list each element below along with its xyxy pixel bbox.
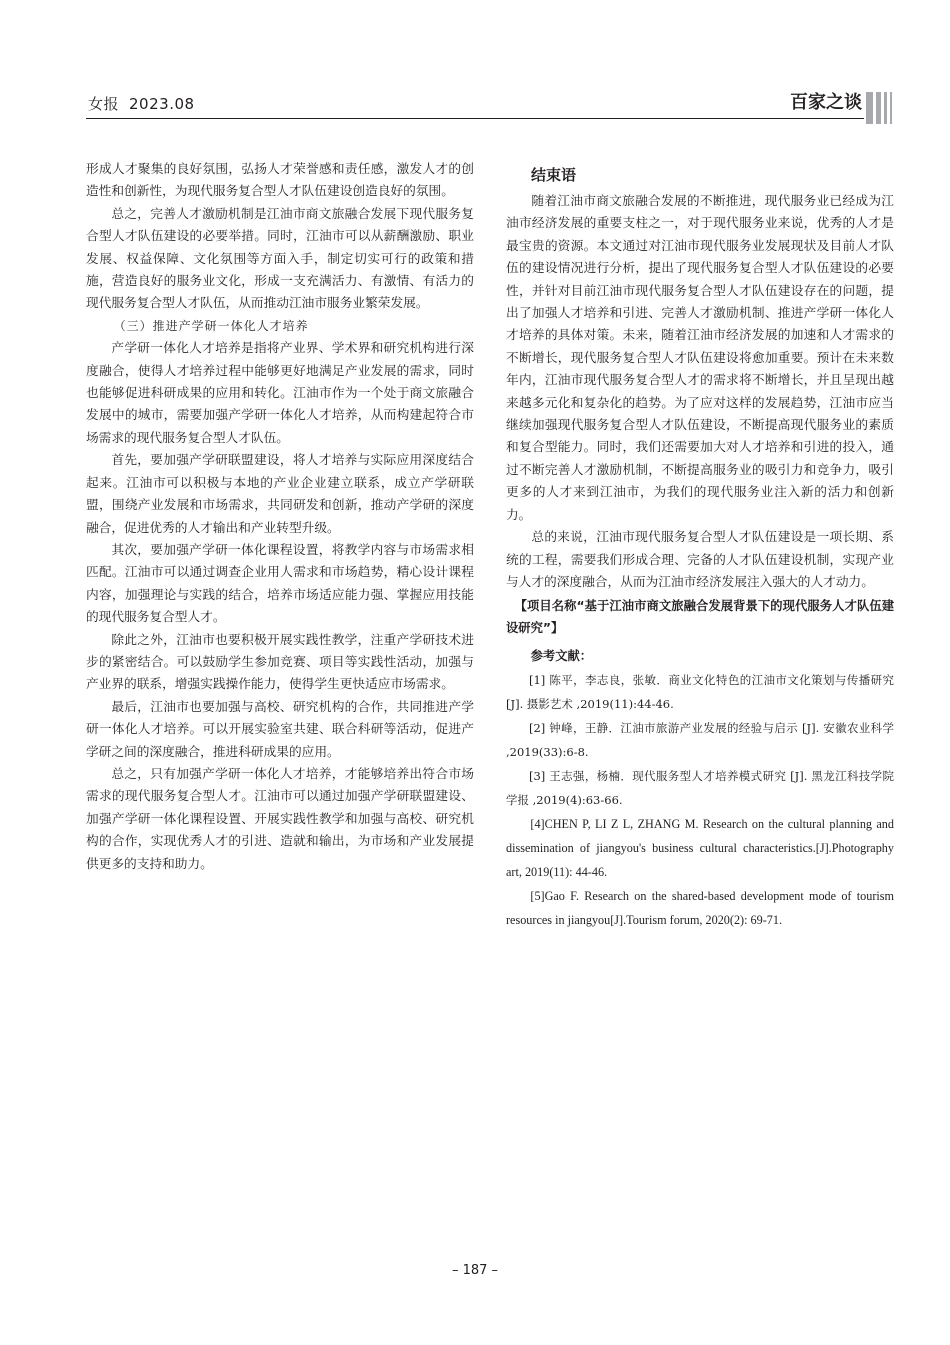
project-note: 【项目名称“基于江油市商文旅融合发展背景下的现代服务人才队伍建设研究”】 (506, 599, 894, 636)
conclusion-paragraph: 总的来说，江油市现代服务复合型人才队伍建设是一项长期、系统的工程，需要我们形成合理、完备的人才队伍建设机制，实现产业与人才的深度融合，从而为江油市经济发展注入强大的人才动力。 (506, 529, 894, 589)
decoration-bar (866, 92, 873, 124)
reference-item: [4]CHEN P, LI Z L, ZHANG M. Research on the cultural planning and dissemination of jiangyou's business cultural characteristics.[J].Photography art, 2019(11): 44-46. (506, 816, 894, 879)
body-paragraph: 其次，要加强产学研一体化课程设置，将教学内容与市场需求相匹配。江油市可以通过调查企业用人需求和市场趋势，精心设计课程内容，加强理论与实践的结合，培养市场适应能力强、掌握应用技能的现代服务复合型人才。 (86, 541, 474, 625)
body-paragraph: 形成人才聚集的良好氛围，弘扬人才荣誉感和责任感，激发人才的创造性和创新性，为现代服务复合型人才队伍建设创造良好的氛围。 (86, 161, 474, 199)
body-paragraph: 总之，只有加强产学研一体化人才培养，才能够培养出符合市场需求的现代服务复合型人才。江油市可以通过加强产学研联盟建设、加强产学研一体化课程设置、开展实践性教学和加强与高校、研究机构的合作，实现优秀人才的引进、造就和输出，为市场和产业发展提供更多的支持和助力。 (86, 765, 474, 871)
issue-number: 2023.08 (129, 95, 195, 113)
reference-item: [5]Gao F. Research on the shared-based development mode of tourism resources in jiangyou[J].Tourism forum, 2020(2): 69-71. (506, 888, 894, 927)
body-paragraph: 产学研一体化人才培养是指将产业界、学术界和研究机构进行深度融合，使得人才培养过程中能够更好地满足产业发展的需求，同时也能够促进科研成果的应用和转化。江油市作为一个处于商文旅融合发展中的城市，需要加强产学研一体化人才培养，从而构建起符合市场需求的现代服务复合型人才队伍。 (86, 340, 474, 445)
left-column (86, 158, 474, 875)
body-paragraph: 除此之外，江油市也要积极开展实践性教学，注重产学研技术进步的紧密结合。可以鼓励学生参加竞赛、项目等实践性活动，加强与产业界的联系，增强实践操作能力，使得学生更快适应市场需求。 (86, 631, 474, 692)
body-paragraph: 首先，要加强产学研联盟建设，将人才培养与实际应用深度结合起来。江油市可以积极与本地的产业企业建立联系，成立产学研联盟，围绕产业发展和市场需求，共同研发和创新，推动产学研的深度融合，促进优秀的人才输出和产业转型升级。 (86, 452, 474, 535)
body-paragraph: 总之，完善人才激励机制是江油市商文旅融合发展下现代服务复合型人才队伍建设的必要举措。同时，江油市可以从薪酬激励、职业发展、权益保障、文化氛围等方面入手，制定切实可行的政策和措施，营造良好的服务业文化，形成一支充满活力、有激情、有活力的现代服务复合型人才队伍，从而推动江油市服务业繁荣发展。 (86, 205, 474, 311)
reference-item: [3] 王志强，杨楠．现代服务型人才培养模式研究 [J]. 黑龙江科技学院学报 ,2019(4):63-66. (506, 768, 894, 807)
reference-item: [1] 陈平，李志良，张敏．商业文化特色的江油市文化策划与传播研究 [J]. 摄影艺术 ,2019(11):44-46. (506, 672, 894, 711)
journal-info (88, 93, 205, 114)
decoration-bar (884, 92, 887, 124)
conclusion-heading: 结束语 (531, 166, 577, 184)
section-subheading: （三）推进产学研一体化人才培养 (113, 318, 309, 333)
decoration-bar (890, 92, 892, 124)
reference-item: [2] 钟峰，王静．江油市旅游产业发展的经验与启示 [J]. 安徽农业科学 ,2019(33):6-8. (506, 720, 894, 759)
body-paragraph: 最后，江油市也要加强与高校、研究机构的合作，共同推进产学研一体化人才培养。可以开展实验室共建、联合科研等活动，促进产学研之间的深度融合，推进科研成果的应用。 (86, 698, 474, 759)
page-number: – 187 – (451, 1263, 499, 1278)
header-decoration-bars (866, 92, 892, 124)
journal-name: 女报 (88, 95, 120, 113)
right-column (506, 158, 894, 932)
header-rule (86, 118, 864, 119)
references-heading: 参考文献： (530, 649, 593, 664)
references-list (506, 668, 894, 932)
decoration-bar (876, 92, 881, 124)
conclusion-paragraph: 随着江油市商文旅融合发展的不断推进，现代服务业已经成为江油市经济发展的重要支柱之一，对于现代服务业来说，优秀的人才是最宝贵的资源。本文通过对江油市现代服务业发展现状及目前人才队伍的建设情况进行分析，提出了现代服务复合型人才队伍建设的必要性，并针对目前江油市现代服务复合型人才队伍建设存在的问题，提出了加强人才培养和引进、完善人才激励机制、推进产学研一体化人才培养的具体对策。未来，随着江油市经济发展的加速和人才需求的不断增长，现代服务复合型人才队伍建设将愈加重要。预计在未来数年内，江油市现代服务复合型人才的需求将不断增长，并且呈现出越来越多元化和复杂化的趋势。为了应对这样的发展趋势，江油市应当继续加强现代服务复合型人才队伍建设，不断提高现代服务业的素质和复合型能力。同时，我们还需要加大对人才培养和引进的投入，通过不断完善人才激励机制，不断提高服务业的吸引力和竞争力，吸引更多的人才来到江油市，为我们的现代服务业注入新的活力和创新力。 (506, 193, 894, 522)
column-title: 百家之谈 (790, 92, 862, 113)
